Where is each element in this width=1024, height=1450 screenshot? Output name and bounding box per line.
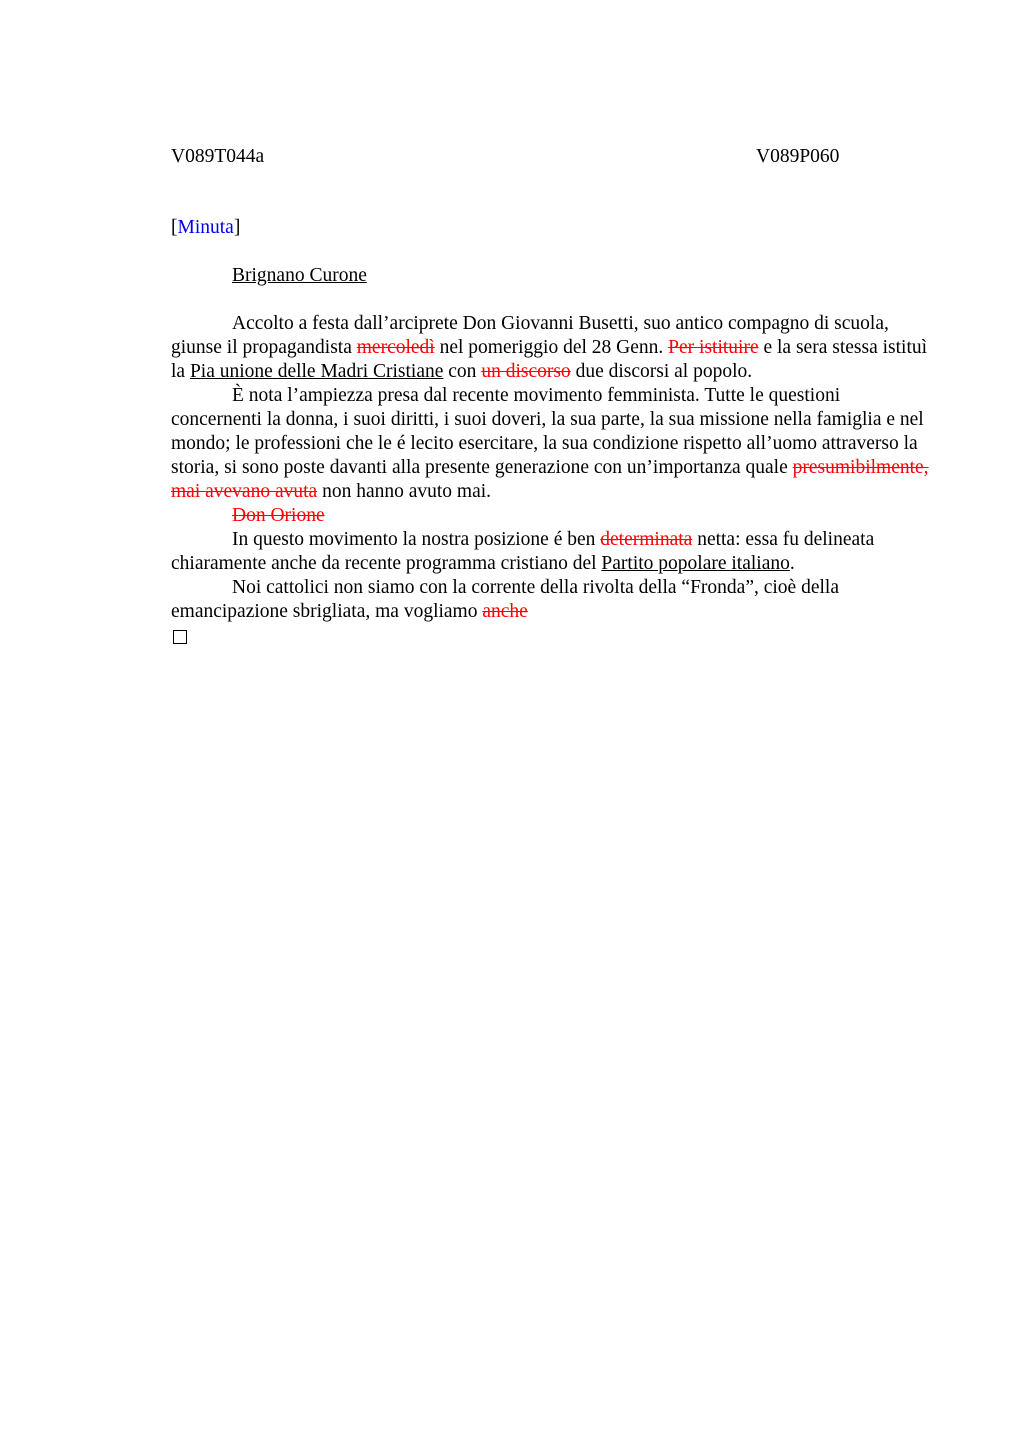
document-code-right: V089P060 [756, 146, 840, 167]
document-header [171, 144, 931, 170]
paragraph-3 [171, 528, 931, 576]
document-page [171, 144, 931, 644]
p1-text-2: nel pomeriggio del 28 Genn. [434, 337, 669, 358]
place-heading: Brignano Curone [232, 265, 367, 286]
p1-deletion-1: mercoledì [356, 337, 435, 358]
p2-deletion-1: presumibilmente, mai avevano avuta [171, 457, 929, 502]
label-close-bracket: ] [233, 217, 241, 238]
paragraph-1 [171, 312, 931, 384]
p3-text-3: . [789, 553, 795, 574]
label-minuta: Minuta [177, 217, 234, 238]
p1-text-3: e la sera stessa istituì la [171, 337, 928, 382]
p3-text-1: In questo movimento la nostra posizione é ben [232, 529, 601, 550]
deleted-line [171, 504, 931, 528]
p1-text-4: con [443, 361, 482, 382]
p3-underline-1: Partito popolare italiano [601, 553, 790, 574]
p1-text-5: due discorsi al popolo. [570, 361, 753, 382]
paragraph-4 [171, 576, 931, 624]
p1-underline-1: Pia unione delle Madri Cristiane [189, 361, 444, 382]
document-body [171, 312, 931, 644]
paragraph-2 [171, 384, 931, 504]
p4-text-1: Noi cattolici non siamo con la corrente della rivolta della “Fronda”, cioè della emancipazione sbrigliata, ma vogliamo [171, 577, 839, 622]
document-code-left: V089T044a [171, 146, 265, 167]
p3-text-2: netta: essa fu delineata chiaramente anche da recente programma cristiano del [171, 529, 875, 574]
label-open-bracket: [ [171, 217, 178, 238]
checkbox-icon [173, 630, 187, 644]
p2-text-2: non hanno avuto mai. [317, 481, 492, 502]
p4-deletion-1: anche [482, 601, 528, 622]
p2-text-1: È nota l’ampiezza presa dal recente movimento femminista. Tutte le questioni concernenti la donna, i suoi diritti, i suoi doveri, la sua parte, la sua missione nella famiglia e nel mondo; le professioni che le é lecito esercitare, la sua condizione rispetto all’uomo attraverso la storia, si sono poste davanti alla presente generazione con un’importanza quale [171, 385, 924, 478]
p1-text-1: Accolto a festa dall’arciprete Don Giovanni Busetti, suo antico compagno di scuola, giunse il propagandista [171, 313, 889, 358]
deleted-line-text: Don Orione [232, 505, 325, 526]
p1-deletion-2: Per istituire [668, 337, 759, 358]
document-label [171, 216, 931, 240]
p1-deletion-3: un discorso [481, 361, 571, 382]
p3-deletion-1: determinata [600, 529, 693, 550]
